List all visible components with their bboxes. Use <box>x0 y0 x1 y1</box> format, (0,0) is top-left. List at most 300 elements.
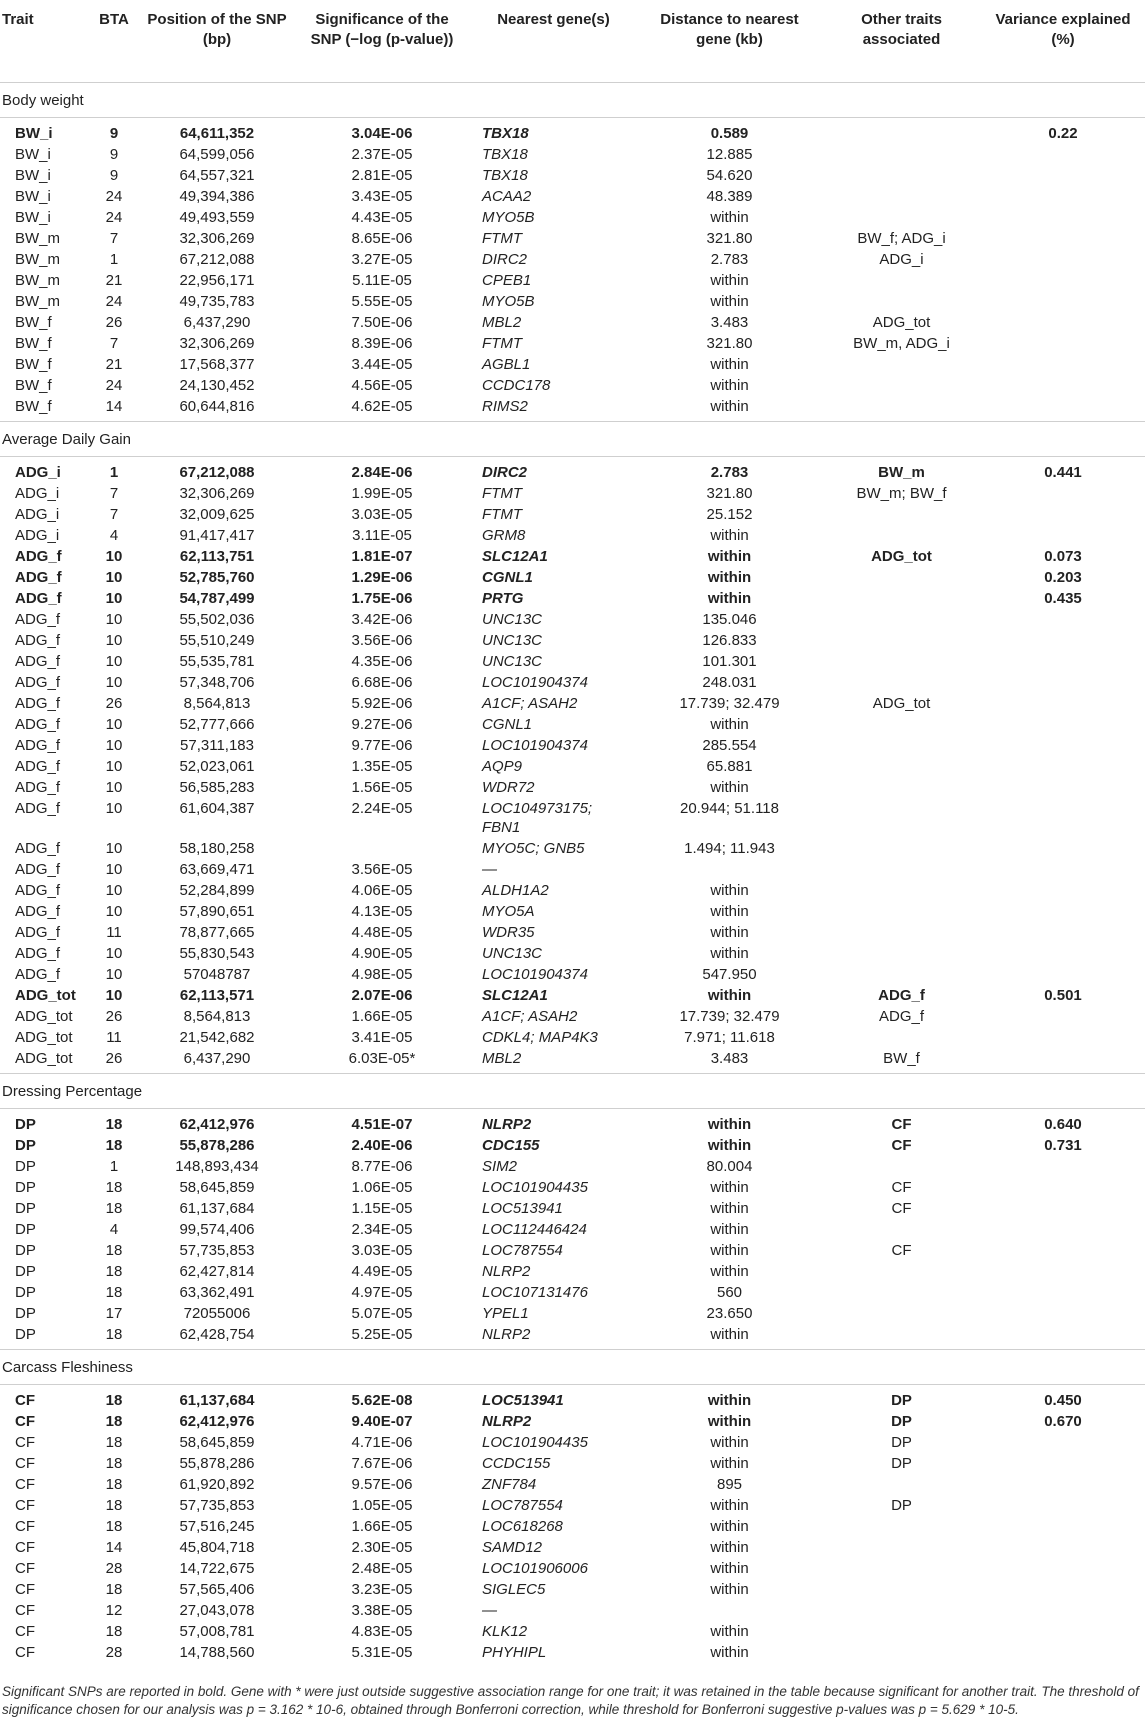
cell-significance: 4.62E-05 <box>351 398 413 415</box>
cell-variance: 0.22 <box>1048 125 1078 142</box>
table-row <box>0 1240 1145 1261</box>
cell-gene: UNC13C <box>482 632 543 649</box>
cell-gene: KLK12 <box>482 1623 528 1640</box>
cell-gene: LOC101904435 <box>482 1434 588 1451</box>
cell-bta: 18 <box>105 1518 123 1535</box>
cell-other-traits: ADG_i <box>879 251 924 268</box>
cell-other-traits: DP <box>891 1455 912 1472</box>
cell-gene: NLRP2 <box>482 1116 532 1133</box>
cell-trait: ADG_f <box>15 779 61 796</box>
table-row <box>0 207 1145 228</box>
table-row <box>0 714 1145 735</box>
cell-trait: ADG_f <box>15 674 61 691</box>
cell-gene: CDC155 <box>482 1137 540 1154</box>
cell-distance: within <box>710 1434 749 1451</box>
table-row <box>0 838 1145 859</box>
cell-other-traits <box>822 1558 981 1579</box>
cell-significance: 2.48E-05 <box>351 1560 413 1577</box>
section-title: Average Daily Gain <box>0 422 1145 457</box>
cell-position: 62,428,754 <box>179 1326 255 1343</box>
cell-trait: ADG_f <box>15 737 61 754</box>
cell-significance: 1.75E-06 <box>351 590 413 607</box>
table-row <box>0 1177 1145 1198</box>
cell-significance: 8.65E-06 <box>351 230 413 247</box>
cell-significance: 3.42E-06 <box>351 611 413 628</box>
table-row <box>0 985 1145 1006</box>
section-header-row <box>0 83 1145 118</box>
table-row <box>0 118 1145 145</box>
cell-gene: LOC101904374 <box>482 674 588 691</box>
cell-gene: UNC13C <box>482 653 543 670</box>
cell-gene: FTMT <box>482 506 522 523</box>
cell-position: 55,878,286 <box>179 1137 255 1154</box>
cell-bta: 18 <box>105 1263 123 1280</box>
table-row <box>0 567 1145 588</box>
cell-variance <box>981 943 1145 964</box>
cell-position: 14,788,560 <box>179 1644 255 1661</box>
cell-significance: 4.06E-05 <box>351 882 413 899</box>
cell-significance: 6.03E-05* <box>348 1050 416 1067</box>
cell-other-traits: ADG_tot <box>871 548 932 565</box>
cell-position: 49,735,783 <box>179 293 255 310</box>
cell-position: 52,777,666 <box>179 716 255 733</box>
cell-gene: WDR72 <box>482 779 535 796</box>
cell-trait: DP <box>15 1221 36 1238</box>
cell-other-traits: BW_f; ADG_i <box>857 230 946 247</box>
cell-distance: 17.739; 32.479 <box>679 695 780 712</box>
cell-variance <box>981 1219 1145 1240</box>
cell-trait: BW_i <box>15 125 53 142</box>
cell-trait: DP <box>15 1137 36 1154</box>
cell-variance <box>981 186 1145 207</box>
cell-gene: RIMS2 <box>482 398 528 415</box>
cell-significance: 8.77E-06 <box>351 1158 413 1175</box>
cell-trait: BW_f <box>15 335 52 352</box>
cell-gene: NLRP2 <box>482 1263 531 1280</box>
cell-trait: DP <box>15 1179 36 1196</box>
cell-trait: BW_f <box>15 398 52 415</box>
cell-other-traits <box>822 186 981 207</box>
cell-bta: 24 <box>105 209 123 226</box>
cell-distance: 54.620 <box>706 167 753 184</box>
cell-distance: 2.783 <box>710 464 749 481</box>
cell-significance: 3.44E-05 <box>351 356 413 373</box>
cell-distance: 7.971; 11.618 <box>684 1029 775 1046</box>
cell-significance: 7.67E-06 <box>351 1455 413 1472</box>
cell-bta: 10 <box>105 861 123 878</box>
cell-significance: 5.11E-05 <box>352 272 412 289</box>
cell-other-traits: BW_f <box>883 1050 920 1067</box>
cell-other-traits: ADG_tot <box>872 695 931 712</box>
cell-bta: 18 <box>105 1581 123 1598</box>
cell-significance: 5.07E-05 <box>351 1305 413 1322</box>
table-row <box>0 630 1145 651</box>
cell-significance: 9.77E-06 <box>351 737 413 754</box>
header-position: Position of the SNP (bp) <box>140 0 294 83</box>
cell-gene: LOC104973175; FBN1 <box>482 800 593 836</box>
cell-position: 17,568,377 <box>179 356 255 373</box>
cell-other-traits <box>822 1537 981 1558</box>
cell-gene: LOC101904435 <box>482 1179 588 1196</box>
cell-significance: 6.68E-06 <box>351 674 413 691</box>
cell-other-traits <box>822 525 981 546</box>
cell-position: 78,877,665 <box>179 924 255 941</box>
cell-gene: LOC112446424 <box>482 1221 587 1238</box>
cell-trait: ADG_f <box>15 695 61 712</box>
cell-other-traits <box>822 118 981 145</box>
cell-distance: within <box>710 882 749 899</box>
cell-significance: 1.56E-05 <box>351 779 413 796</box>
cell-gene: LOC513941 <box>482 1200 563 1217</box>
cell-other-traits <box>822 375 981 396</box>
cell-gene: — <box>482 1602 497 1619</box>
cell-other-traits <box>822 1219 981 1240</box>
header-bta: BTA <box>88 0 140 83</box>
cell-distance: 285.554 <box>702 737 757 754</box>
cell-gene: LOC787554 <box>482 1497 563 1514</box>
cell-significance: 2.37E-05 <box>351 146 413 163</box>
cell-significance: 2.81E-05 <box>351 167 413 184</box>
cell-variance <box>981 901 1145 922</box>
table-row <box>0 901 1145 922</box>
cell-bta: 18 <box>105 1413 123 1430</box>
cell-bta: 10 <box>105 800 123 817</box>
cell-other-traits: BW_m, ADG_i <box>853 335 950 352</box>
cell-variance <box>981 609 1145 630</box>
header-row <box>0 0 1145 83</box>
cell-other-traits <box>822 1621 981 1642</box>
cell-bta: 11 <box>106 924 122 941</box>
cell-bta: 10 <box>105 611 123 628</box>
cell-distance: 12.885 <box>706 146 753 163</box>
cell-other-traits <box>822 609 981 630</box>
cell-gene: CGNL1 <box>482 716 533 733</box>
cell-trait: CF <box>15 1581 35 1598</box>
table-row <box>0 1135 1145 1156</box>
cell-distance: within <box>707 1413 752 1430</box>
section-header-row <box>0 1074 1145 1109</box>
cell-other-traits <box>822 1303 981 1324</box>
cell-significance: 1.15E-05 <box>351 1200 413 1217</box>
cell-trait: ADG_f <box>15 758 61 775</box>
cell-bta: 10 <box>105 903 123 920</box>
cell-distance: within <box>710 1326 749 1343</box>
cell-trait: ADG_f <box>15 569 62 586</box>
cell-position: 62,113,751 <box>179 548 255 565</box>
cell-bta: 18 <box>105 1200 123 1217</box>
cell-distance <box>637 859 822 880</box>
cell-significance: 2.30E-05 <box>351 1539 413 1556</box>
cell-gene: UNC13C <box>482 945 543 962</box>
cell-distance: within <box>710 1242 749 1259</box>
cell-trait: ADG_f <box>15 840 61 857</box>
cell-distance: within <box>707 590 752 607</box>
cell-distance: 48.389 <box>706 188 753 205</box>
cell-trait: ADG_i <box>15 464 61 481</box>
cell-bta: 10 <box>105 653 123 670</box>
cell-bta: 18 <box>105 1326 123 1343</box>
cell-trait: BW_f <box>15 356 52 373</box>
cell-trait: ADG_f <box>15 882 61 899</box>
cell-position: 64,557,321 <box>179 167 255 184</box>
cell-variance <box>981 672 1145 693</box>
cell-position: 55,830,543 <box>179 945 255 962</box>
cell-significance: 2.24E-05 <box>351 800 413 817</box>
table-row <box>0 1579 1145 1600</box>
cell-variance <box>981 1027 1145 1048</box>
header-nearest-gene: Nearest gene(s) <box>470 0 637 83</box>
cell-gene: YPEL1 <box>482 1305 529 1322</box>
cell-bta: 10 <box>105 674 123 691</box>
cell-trait: ADG_f <box>15 966 61 983</box>
table-row <box>0 1261 1145 1282</box>
cell-bta: 21 <box>105 272 123 289</box>
cell-distance: within <box>710 1560 749 1577</box>
cell-position: 55,878,286 <box>179 1455 255 1472</box>
cell-other-traits <box>822 798 981 838</box>
table-footnote: Significant SNPs are reported in bold. Gene with * were just outside suggestive association range for one trait; it was retained in the table because significant for another trait. The threshold of significance chosen for our analysis was p = 3.162 * 10-6, obtained through Bonferroni correction, while threshold for Bonferroni suggestive p-values was p = 5.629 * 10-5. <box>2 1684 1139 1717</box>
cell-gene: SAMD12 <box>482 1539 543 1556</box>
cell-variance <box>981 375 1145 396</box>
cell-position: 32,306,269 <box>179 335 255 352</box>
cell-trait: CF <box>15 1434 35 1451</box>
cell-distance: within <box>710 945 749 962</box>
cell-significance: 4.98E-05 <box>351 966 413 983</box>
table-row <box>0 1282 1145 1303</box>
table-row <box>0 1385 1145 1412</box>
cell-distance: within <box>707 569 752 586</box>
cell-gene: UNC13C <box>482 611 543 628</box>
cell-variance <box>981 144 1145 165</box>
cell-other-traits <box>822 270 981 291</box>
cell-bta: 18 <box>105 1392 123 1409</box>
cell-trait: ADG_f <box>15 716 61 733</box>
cell-distance: 101.301 <box>702 653 757 670</box>
cell-variance <box>981 756 1145 777</box>
cell-bta: 24 <box>105 377 123 394</box>
cell-position: 45,804,718 <box>179 1539 255 1556</box>
cell-distance: within <box>710 527 749 544</box>
cell-trait: BW_i <box>15 209 51 226</box>
cell-bta: 10 <box>105 632 123 649</box>
cell-gene: CCDC155 <box>482 1455 551 1472</box>
cell-variance <box>981 777 1145 798</box>
table-row <box>0 651 1145 672</box>
cell-distance: 126.833 <box>702 632 757 649</box>
cell-distance: 0.589 <box>710 125 749 142</box>
section-header-row <box>0 1350 1145 1385</box>
section-title: Carcass Fleshiness <box>0 1350 1145 1385</box>
cell-other-traits: DP <box>891 1434 912 1451</box>
header-variance: Variance explained (%) <box>981 0 1145 83</box>
cell-distance: within <box>710 1623 749 1640</box>
cell-position: 64,599,056 <box>179 146 255 163</box>
cell-trait: BW_m <box>15 293 60 310</box>
cell-other-traits <box>822 1579 981 1600</box>
cell-other-traits <box>822 1516 981 1537</box>
cell-distance: within <box>710 903 749 920</box>
cell-gene: SLC12A1 <box>482 987 548 1004</box>
cell-distance: within <box>710 1539 749 1556</box>
cell-significance: 3.04E-06 <box>351 125 413 142</box>
cell-trait: CF <box>15 1623 35 1640</box>
cell-other-traits: ADG_f <box>878 1008 924 1025</box>
cell-significance: 1.06E-05 <box>351 1179 413 1196</box>
cell-gene: LOC101906006 <box>482 1560 588 1577</box>
cell-distance: within <box>710 924 749 941</box>
cell-gene: MBL2 <box>482 1050 522 1067</box>
cell-gene: MBL2 <box>482 314 522 331</box>
cell-bta: 4 <box>109 1221 119 1238</box>
cell-significance: 1.05E-05 <box>351 1497 413 1514</box>
cell-variance: 0.203 <box>1044 569 1082 586</box>
cell-significance: 2.34E-05 <box>351 1221 413 1238</box>
header-significance: Significance of the SNP (−log (p-value)) <box>294 0 470 83</box>
cell-trait: ADG_tot <box>15 987 76 1004</box>
cell-trait: DP <box>15 1326 36 1343</box>
cell-bta: 18 <box>105 1116 123 1133</box>
cell-distance: 321.80 <box>706 485 753 502</box>
cell-significance: 1.66E-05 <box>351 1518 413 1535</box>
cell-distance: 560 <box>716 1284 743 1301</box>
table-row <box>0 1600 1145 1621</box>
cell-gene: MYO5B <box>482 293 535 310</box>
cell-bta: 10 <box>105 590 123 607</box>
cell-position: 91,417,417 <box>179 527 255 544</box>
cell-trait: CF <box>15 1602 35 1619</box>
table-row <box>0 672 1145 693</box>
cell-variance <box>981 207 1145 228</box>
cell-other-traits <box>822 1156 981 1177</box>
cell-distance: 80.004 <box>706 1158 753 1175</box>
table-row <box>0 1432 1145 1453</box>
cell-distance: 547.950 <box>702 966 757 983</box>
cell-variance: 0.640 <box>1044 1116 1082 1133</box>
table-row <box>0 756 1145 777</box>
cell-bta: 10 <box>105 737 123 754</box>
cell-variance <box>981 525 1145 546</box>
cell-trait: ADG_f <box>15 632 61 649</box>
cell-significance: 5.62E-08 <box>351 1392 413 1409</box>
cell-position: 27,043,078 <box>179 1602 255 1619</box>
table-row <box>0 1411 1145 1432</box>
cell-gene: NLRP2 <box>482 1326 531 1343</box>
cell-bta: 9 <box>109 146 119 163</box>
table-row <box>0 396 1145 421</box>
table-row <box>0 1621 1145 1642</box>
table-row <box>0 249 1145 270</box>
cell-trait: DP <box>15 1284 36 1301</box>
cell-variance <box>981 1579 1145 1600</box>
cell-significance: 3.03E-05 <box>351 1242 413 1259</box>
table-row <box>0 312 1145 333</box>
cell-bta: 10 <box>105 548 123 565</box>
cell-distance: within <box>710 1455 749 1472</box>
cell-other-traits <box>822 207 981 228</box>
cell-position: 57,008,781 <box>179 1623 255 1640</box>
cell-position: 63,669,471 <box>179 861 255 878</box>
cell-gene: LOC107131476 <box>482 1284 588 1301</box>
cell-significance: 4.43E-05 <box>351 209 413 226</box>
cell-position: 61,137,684 <box>179 1200 255 1217</box>
cell-bta: 12 <box>105 1602 123 1619</box>
table-row <box>0 228 1145 249</box>
cell-distance: within <box>710 1200 749 1217</box>
cell-gene: TBX18 <box>482 146 528 163</box>
cell-position: 58,645,859 <box>179 1179 255 1196</box>
cell-distance: 3.483 <box>710 314 749 331</box>
cell-bta: 10 <box>105 569 123 586</box>
cell-trait: DP <box>15 1263 36 1280</box>
cell-bta: 21 <box>105 356 123 373</box>
section-title: Dressing Percentage <box>0 1074 1145 1109</box>
cell-other-traits <box>822 901 981 922</box>
cell-distance: 20.944; 51.118 <box>680 800 779 817</box>
cell-other-traits: CF <box>891 1179 912 1196</box>
cell-trait: CF <box>15 1518 35 1535</box>
cell-trait: ADG_f <box>15 653 61 670</box>
cell-gene: NLRP2 <box>482 1413 532 1430</box>
cell-position: 32,306,269 <box>179 230 255 247</box>
cell-bta: 10 <box>105 882 123 899</box>
cell-variance <box>981 651 1145 672</box>
cell-position: 24,130,452 <box>179 377 255 394</box>
table-row <box>0 1516 1145 1537</box>
cell-position: 55,510,249 <box>179 632 255 649</box>
cell-distance: 2.783 <box>710 251 749 268</box>
cell-significance: 9.57E-06 <box>351 1476 413 1493</box>
cell-position: 14,722,675 <box>179 1560 255 1577</box>
cell-position: 67,212,088 <box>179 464 255 481</box>
cell-variance <box>981 1261 1145 1282</box>
cell-distance: 25.152 <box>706 506 753 523</box>
cell-other-traits <box>822 1600 981 1621</box>
cell-other-traits <box>822 291 981 312</box>
cell-trait: ADG_i <box>15 527 60 544</box>
cell-variance <box>981 1495 1145 1516</box>
cell-variance <box>981 483 1145 504</box>
cell-gene: PHYHIPL <box>482 1644 547 1661</box>
cell-gene: DIRC2 <box>482 464 528 481</box>
cell-significance: 4.97E-05 <box>351 1284 413 1301</box>
cell-bta: 18 <box>105 1497 123 1514</box>
cell-other-traits: DP <box>891 1497 912 1514</box>
cell-other-traits: BW_m <box>878 464 925 481</box>
cell-trait: ADG_f <box>15 590 62 607</box>
cell-position: 6,437,290 <box>183 314 251 331</box>
table-row <box>0 375 1145 396</box>
cell-distance: 23.650 <box>706 1305 753 1322</box>
cell-variance <box>981 1453 1145 1474</box>
cell-trait: DP <box>15 1158 36 1175</box>
table-row <box>0 1048 1145 1073</box>
cell-variance <box>981 798 1145 838</box>
cell-other-traits <box>822 859 981 880</box>
cell-trait: BW_f <box>15 314 52 331</box>
cell-significance: 5.31E-05 <box>351 1644 413 1661</box>
cell-other-traits: ADG_f <box>878 987 925 1004</box>
table-row <box>0 1219 1145 1240</box>
table-row <box>0 1474 1145 1495</box>
cell-significance: 3.03E-05 <box>351 506 413 523</box>
header-other-traits: Other traits associated <box>822 0 981 83</box>
cell-position: 62,412,976 <box>179 1413 255 1430</box>
cell-position: 54,787,499 <box>179 590 255 607</box>
table-row <box>0 1156 1145 1177</box>
cell-position: 52,785,760 <box>179 569 255 586</box>
cell-significance: 4.56E-05 <box>351 377 413 394</box>
cell-other-traits: CF <box>891 1137 912 1154</box>
